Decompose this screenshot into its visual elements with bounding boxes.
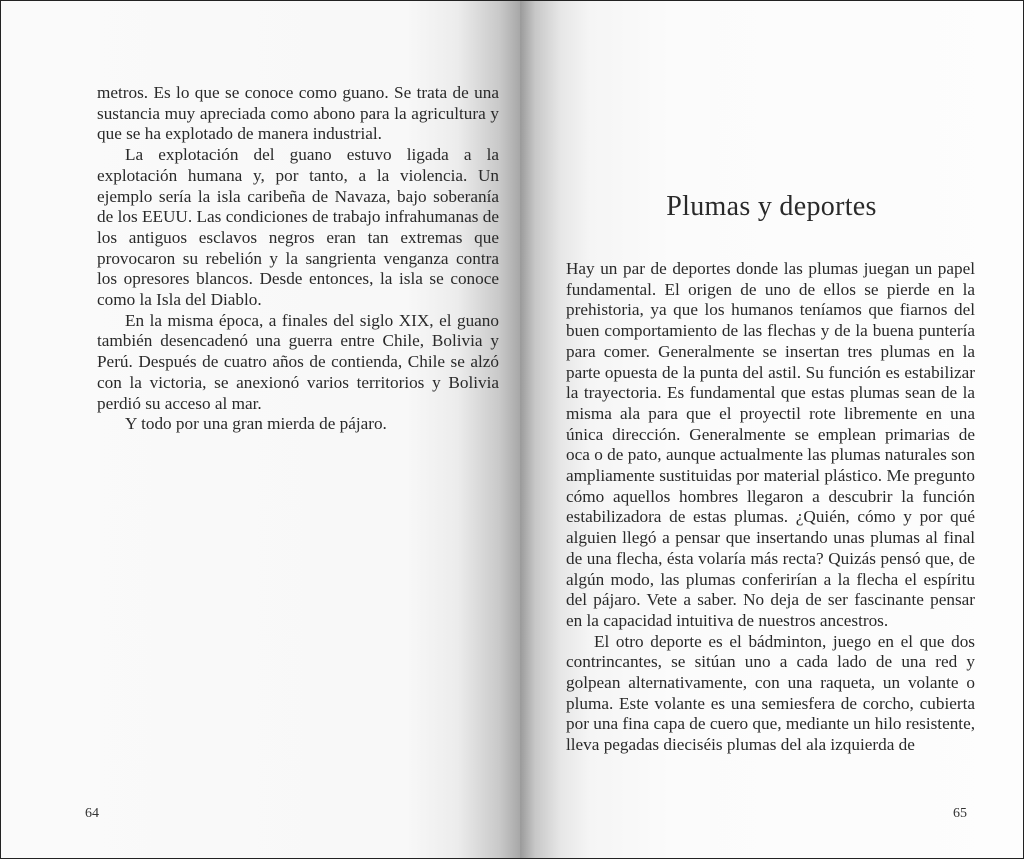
paragraph: Hay un par de deportes donde las plumas juegan un papel fundamental. El origen de uno de ellos se pierde en la prehistoria, ya que los humanos teníamos que fiarnos del buen comportamiento de las flechas y de la buena puntería para comer. Generalmente se insertan tres plumas en la parte opuesta de la punta del astil. Su función es estabilizar la trayectoria. Es fundamental que estas plumas sean de la misma ala para que el proyectil rote libremente en una única dirección. Generalmente se emplean primarias de oca o de pato, aunque actualmente las plumas naturales son ampliamente sustituidas por material plástico. Me pregunto cómo aquellos hombres llegaron a descubrir la función estabilizadora de estas plumas. ¿Quién, cómo y por qué alguien llegó a pensar que insertando unas plumas al final de una flecha, ésta volaría más recta? Quizás pensó que, de algún modo, las plumas conferirían a la flecha el espíritu del pájaro. Vete a saber. No deja de ser fascinante pensar en la capacidad intuitiva de nuestros ancestros. <box>566 259 975 630</box>
paragraph: En la misma época, a finales del siglo XIX, el guano también desencadenó una guerra entre Chile, Bolivia y Perú. Después de cuatro años de contienda, Chile se alzó con la victoria, se anexionó varios territorios y Bolivia perdió su acceso al mar. <box>97 310 499 413</box>
paragraph: Y todo por una gran mierda de pájaro. <box>125 414 387 434</box>
right-page-text <box>566 259 975 756</box>
left-page-text <box>97 83 499 435</box>
paragraph: La explotación del guano estuvo ligada a la explotación humana y, por tanto, a la violencia. Un ejemplo sería la isla caribeña de Navaza, bajo soberanía de los EEUU. Las condiciones de trabajo infrahumanas de los antiguos esclavos negros eran tan extremas que provocaron su rebelión y la sangrienta venganza contra los opresores blancos. Desde entonces, la isla se conoce como la Isla del Diablo. <box>97 145 499 310</box>
left-page <box>1 1 520 858</box>
chapter-title: Plumas y deportes <box>666 191 877 222</box>
page-number: 65 <box>953 806 967 821</box>
paragraph: metros. Es lo que se conoce como guano. Se trata de una sustancia muy apreciada como abono para la agricultura y que se ha explotado de manera industrial. <box>97 83 499 144</box>
page-number: 64 <box>85 806 99 821</box>
paragraph: El otro deporte es el bádminton, juego en el que dos contrincantes, se sitúan uno a cada lado de una red y golpean alternativamente, con una raqueta, un volante o pluma. Este volante es una semiesfera de corcho, cubierta por una fina capa de cuero que, mediante un hilo resistente, lleva pegadas dieciséis plumas del ala izquierda de <box>566 631 975 755</box>
right-page <box>520 1 1023 858</box>
